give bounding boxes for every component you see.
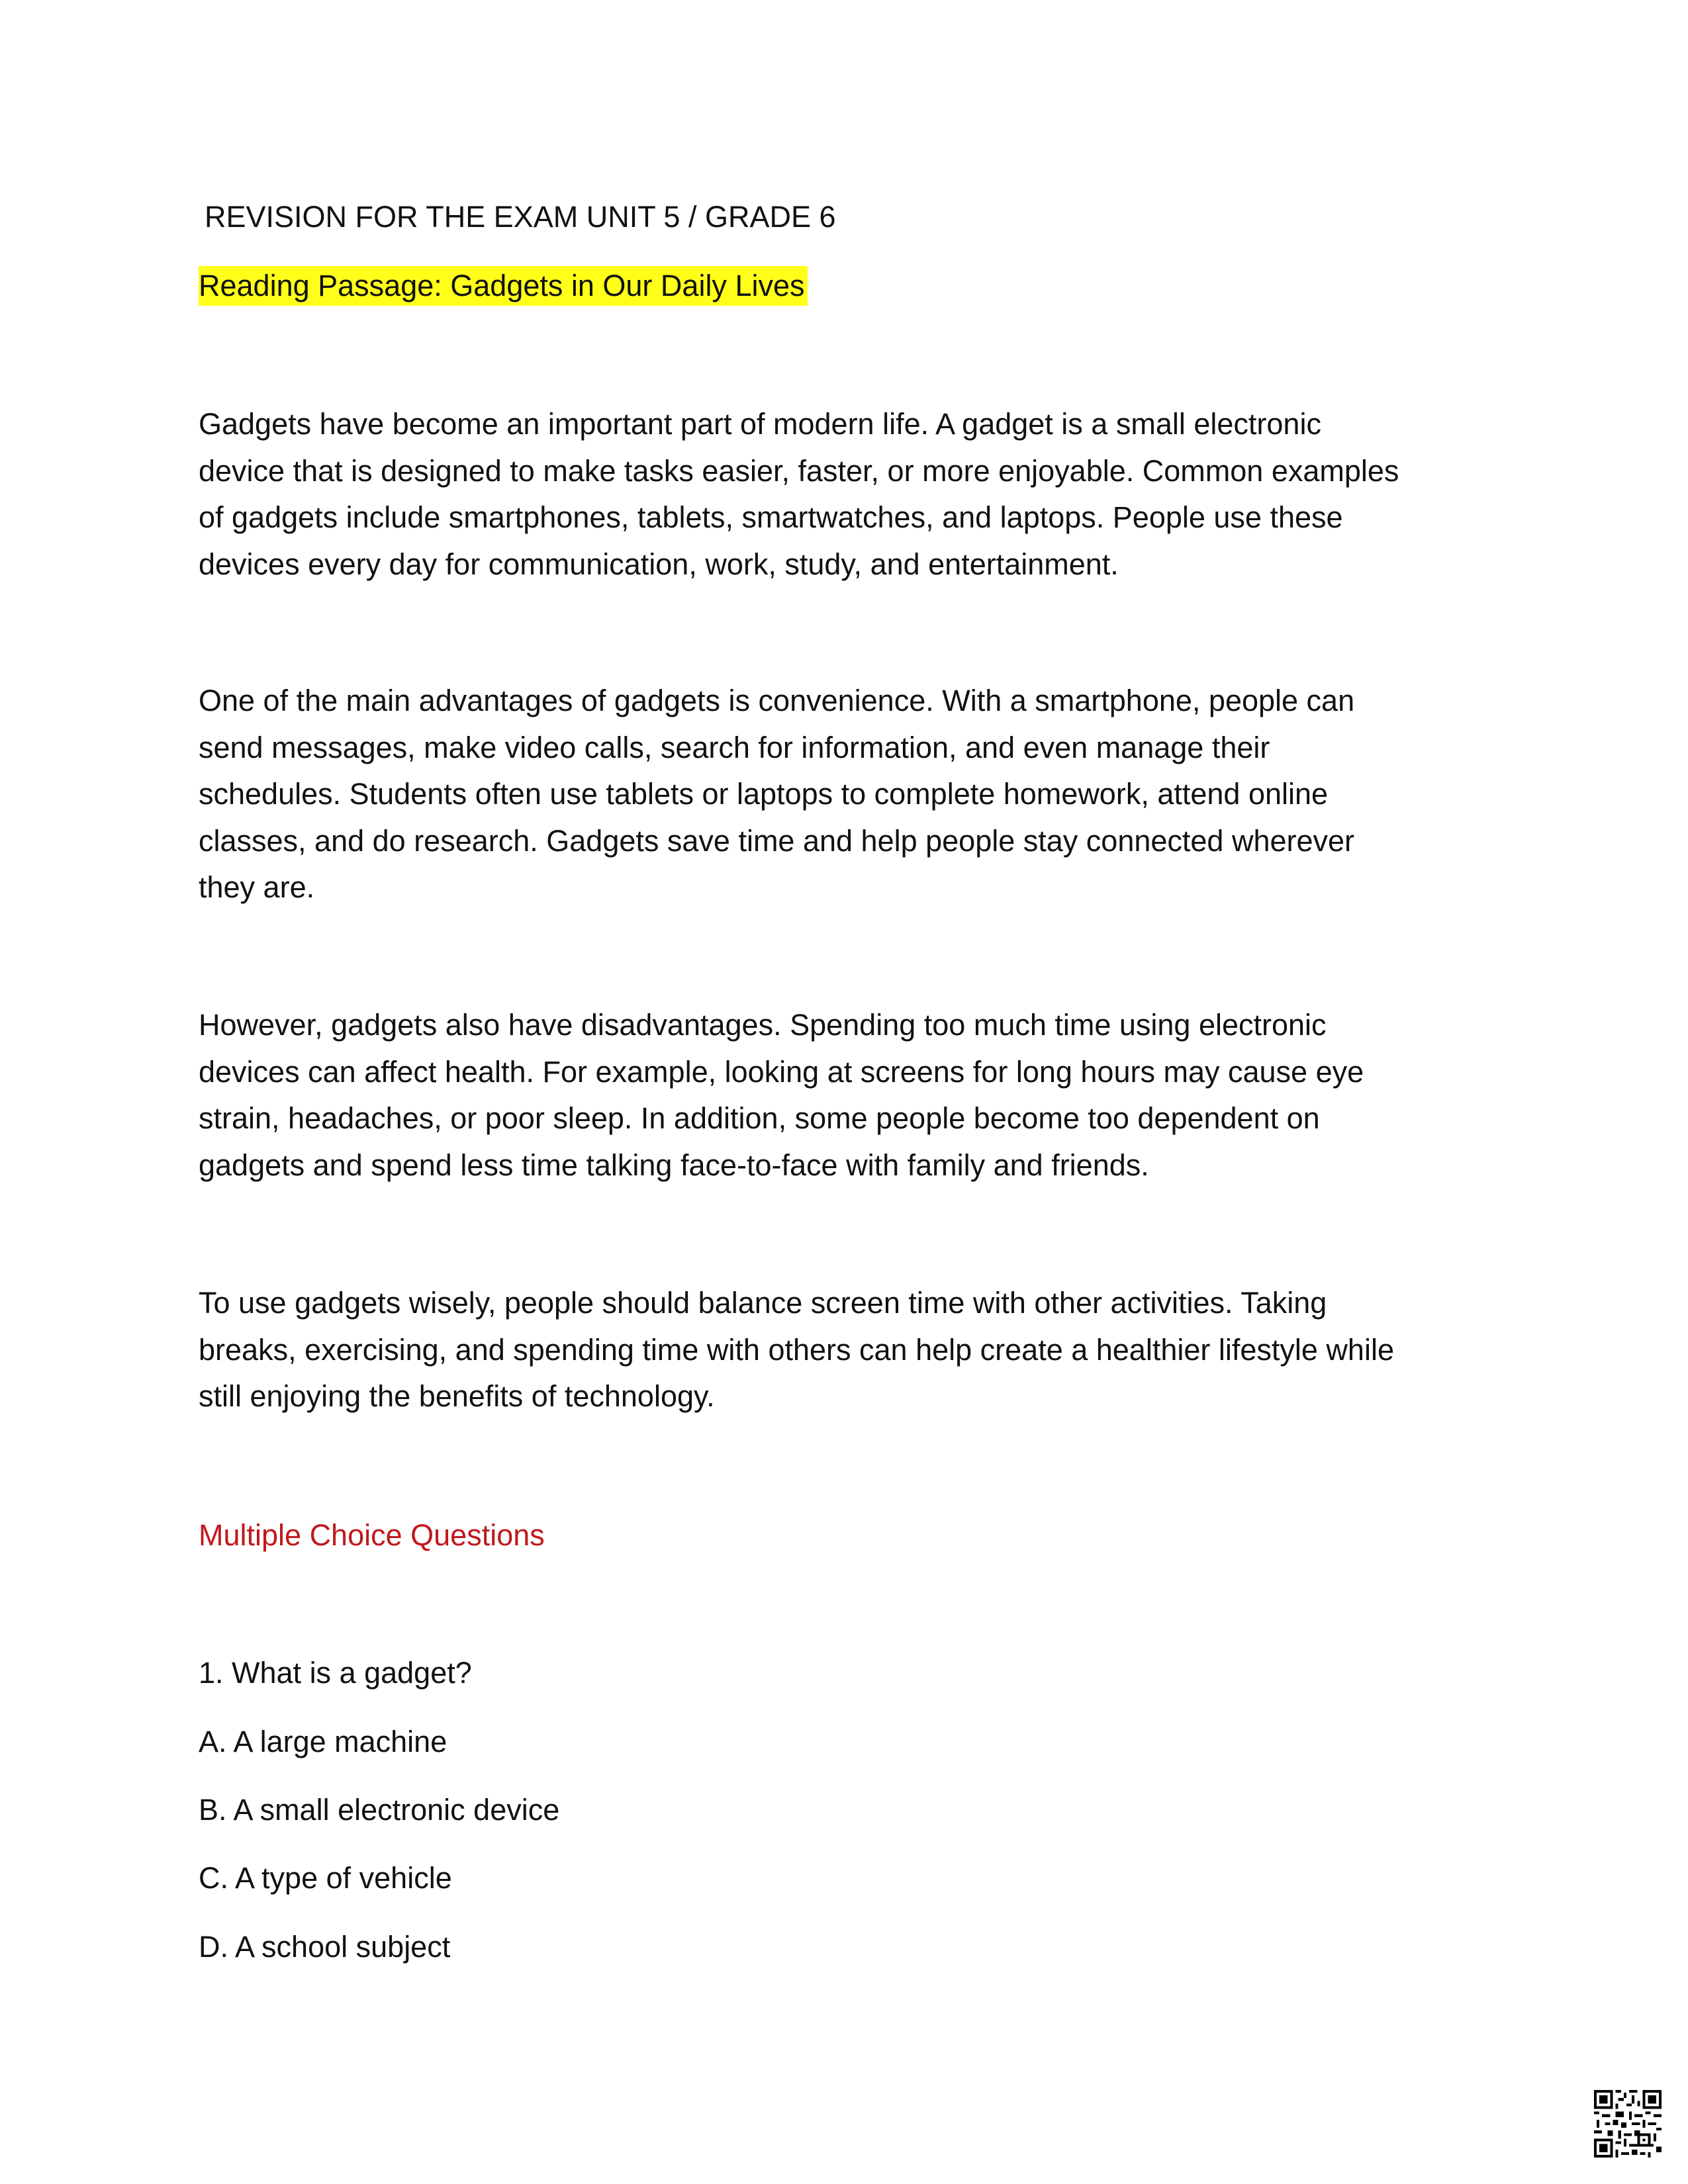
passage-paragraph-4 xyxy=(199,1280,1496,1420)
paragraph-line: devices can affect health. For example, looking at screens for long hours may cause eye xyxy=(199,1054,1364,1089)
qr-code-icon xyxy=(1594,2090,1662,2158)
paragraph-line: device that is designed to make tasks easier, faster, or more enjoyable. Common examples xyxy=(199,453,1399,488)
paragraph-line: breaks, exercising, and spending time with others can help create a healthier lifestyle while xyxy=(199,1332,1394,1367)
paragraph-line: still enjoying the benefits of technology. xyxy=(199,1379,715,1413)
passage-paragraph-2 xyxy=(199,678,1496,911)
answer-option-c: C. A type of vehicle xyxy=(199,1861,452,1895)
passage-paragraph-1 xyxy=(199,401,1496,588)
paragraph-line: they are. xyxy=(199,870,315,904)
passage-title: Reading Passage: Gadgets in Our Daily Lives xyxy=(199,266,808,306)
passage-paragraph-3 xyxy=(199,1002,1496,1189)
questions-heading: Multiple Choice Questions xyxy=(199,1518,545,1552)
page-title: REVISION FOR THE EXAM UNIT 5 / GRADE 6 xyxy=(205,200,836,234)
question-prompt: 1. What is a gadget? xyxy=(199,1656,472,1690)
answer-option-a: A. A large machine xyxy=(199,1725,447,1758)
paragraph-line: schedules. Students often use tablets or laptops to complete homework, attend online xyxy=(199,777,1329,811)
paragraph-line: of gadgets include smartphones, tablets, smartwatches, and laptops. People use these xyxy=(199,500,1343,534)
paragraph-line: However, gadgets also have disadvantages. Spending too much time using electronic xyxy=(199,1008,1327,1042)
answer-option-b: B. A small electronic device xyxy=(199,1793,560,1827)
paragraph-line: strain, headaches, or poor sleep. In addition, some people become too dependent on xyxy=(199,1101,1320,1135)
paragraph-line: One of the main advantages of gadgets is convenience. With a smartphone, people can xyxy=(199,684,1355,717)
paragraph-line: devices every day for communication, work, study, and entertainment. xyxy=(199,547,1119,581)
paragraph-line: Gadgets have become an important part of modern life. A gadget is a small electronic xyxy=(199,407,1321,441)
paragraph-line: To use gadgets wisely, people should balance screen time with other activities. Taking xyxy=(199,1286,1327,1320)
paragraph-line: gadgets and spend less time talking face-to-face with family and friends. xyxy=(199,1148,1149,1182)
paragraph-line: classes, and do research. Gadgets save time and help people stay connected wherever xyxy=(199,823,1355,858)
answer-option-d: D. A school subject xyxy=(199,1930,451,1964)
paragraph-line: send messages, make video calls, search for information, and even manage their xyxy=(199,730,1270,764)
